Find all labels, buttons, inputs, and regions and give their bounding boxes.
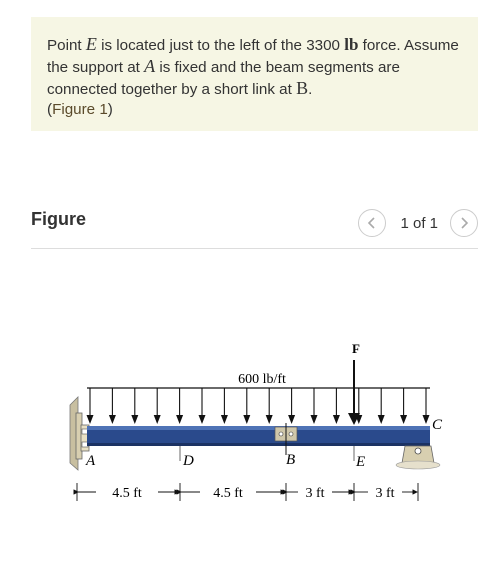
label-a: A [86, 453, 96, 469]
dim-2-label: 4.5 ft [213, 486, 243, 501]
load-arrow-head [176, 415, 183, 424]
problem-statement-box [31, 17, 478, 131]
var-a: A [144, 56, 156, 76]
unit-lb: lb [344, 35, 359, 54]
figure-paren-open: ( [47, 101, 53, 118]
dim-4-label: 3 ft [375, 486, 395, 501]
dim-3-label: 3 ft [305, 486, 325, 501]
force-f-arrow [348, 360, 360, 425]
label-c: C [432, 417, 443, 433]
chevron-right-icon [459, 217, 469, 229]
load-arrow-head [423, 415, 430, 424]
load-arrow-head [199, 415, 206, 424]
problem-text-1: Point [47, 37, 86, 54]
distributed-load [87, 388, 431, 424]
load-arrows [87, 388, 430, 424]
pin-support-c [396, 446, 440, 469]
load-arrow-head [221, 415, 228, 424]
chevron-left-icon [367, 217, 377, 229]
page-indicator: 1 of 1 [400, 214, 438, 232]
load-arrow-head [266, 415, 273, 424]
load-arrow-head [109, 415, 116, 424]
figure-pager [358, 209, 478, 237]
label-b: B [286, 452, 296, 468]
label-e: E [356, 454, 366, 470]
figure-paren-close: ) [107, 101, 113, 118]
force-label: F [352, 341, 360, 356]
link-b: B [296, 78, 309, 98]
load-arrow-head [288, 415, 295, 424]
load-arrow-head [87, 415, 94, 424]
load-arrow-head [400, 415, 407, 424]
load-arrow-head [131, 415, 138, 424]
var-e: E [85, 34, 97, 54]
beam [87, 423, 430, 455]
next-figure-button[interactable] [450, 209, 478, 237]
load-arrow-head [378, 415, 385, 424]
problem-text-5: . [308, 81, 313, 98]
label-d: D [183, 453, 194, 469]
problem-text-3: force. Assume the support at [47, 37, 459, 76]
load-arrow-head [243, 415, 250, 424]
figure-header [31, 200, 478, 249]
problem-text-2: is located just to the left of the 3300 [96, 37, 345, 54]
prev-figure-button[interactable] [358, 209, 386, 237]
load-arrow-head [311, 415, 318, 424]
load-arrow-head [154, 415, 161, 424]
problem-statement [47, 34, 468, 120]
problem-text-4: is fixed and the beam segments are connected together by a short link at [47, 59, 400, 98]
figure-1-link[interactable]: Figure 1 [52, 101, 108, 118]
dim-1-label: 4.5 ft [112, 486, 142, 501]
figure-title: Figure [31, 209, 87, 229]
beam-diagram [60, 335, 443, 510]
load-arrow-head [333, 415, 340, 424]
load-label: 600 lb/ft [238, 372, 286, 387]
